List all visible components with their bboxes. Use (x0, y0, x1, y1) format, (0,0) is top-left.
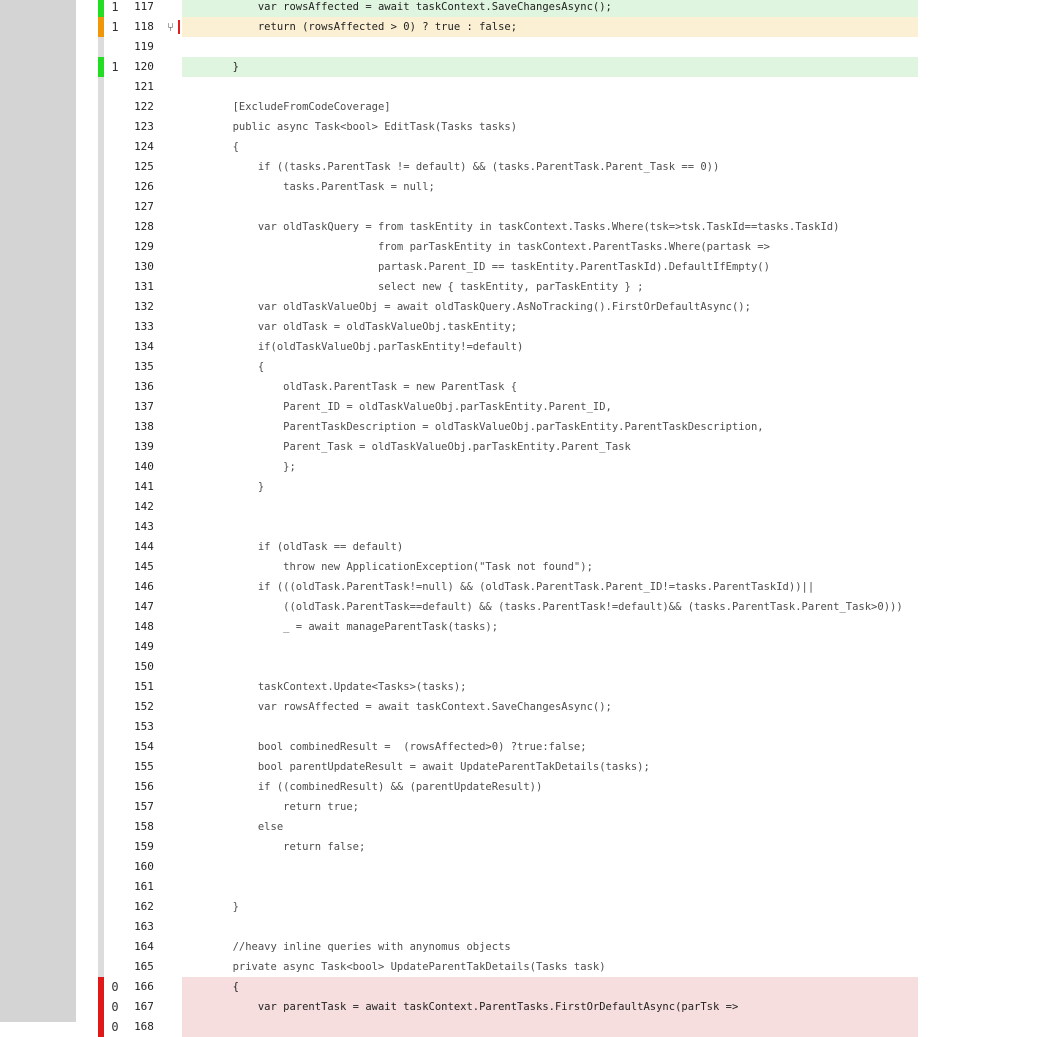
source-code: tasks.ParentTask = null; (182, 181, 435, 193)
line-number: 121 (134, 80, 154, 93)
coverage-indicator (98, 917, 104, 937)
coverage-indicator (98, 817, 104, 837)
code-line (76, 197, 1063, 217)
hit-count (108, 877, 122, 897)
hit-count (108, 97, 122, 117)
source-code: { (182, 361, 265, 373)
source-code (182, 857, 918, 877)
hit-count (108, 577, 122, 597)
line-number: 158 (134, 820, 154, 833)
hit-count: 0 (111, 980, 119, 994)
coverage-indicator (98, 877, 104, 897)
hit-count (108, 497, 122, 517)
coverage-indicator (98, 957, 104, 977)
source-code: ParentTaskDescription = oldTaskValueObj.parTaskEntity.ParentTaskDescription, (182, 421, 764, 433)
code-line (76, 397, 1063, 417)
coverage-indicator (98, 977, 104, 997)
hit-count (108, 597, 122, 617)
code-line (76, 77, 1063, 97)
source-code: if (((oldTask.ParentTask!=null) && (oldTask.ParentTask.Parent_ID!=tasks.ParentTaskId))|| (182, 581, 815, 593)
line-number: 139 (134, 440, 154, 453)
coverage-indicator (98, 997, 104, 1017)
line-number: 146 (134, 580, 154, 593)
source-code: var oldTaskValueObj = await oldTaskQuery.AsNoTracking().FirstOrDefaultAsync(); (182, 301, 751, 313)
source-code (182, 917, 918, 937)
code-line (76, 657, 1063, 677)
code-line (76, 857, 1063, 877)
coverage-indicator (98, 297, 104, 317)
code-line (76, 557, 1063, 577)
code-line (76, 97, 1063, 117)
coverage-indicator (98, 557, 104, 577)
line-number: 151 (134, 680, 154, 693)
source-code: _ = await manageParentTask(tasks); (182, 621, 499, 633)
line-number: 126 (134, 180, 154, 193)
line-number: 143 (134, 520, 154, 533)
coverage-indicator (98, 137, 104, 157)
hit-count (108, 277, 122, 297)
line-number: 155 (134, 760, 154, 773)
code-line (76, 697, 1063, 717)
hit-count (108, 557, 122, 577)
hit-count (108, 677, 122, 697)
source-code: Parent_ID = oldTaskValueObj.parTaskEntity.Parent_ID, (182, 401, 612, 413)
coverage-indicator (98, 17, 104, 37)
code-coverage-view (76, 0, 1063, 1037)
coverage-indicator (98, 437, 104, 457)
source-code: select new { taskEntity, parTaskEntity } ; (182, 281, 644, 293)
source-code (182, 37, 918, 57)
hit-count (108, 137, 122, 157)
hit-count (108, 957, 122, 977)
line-number: 162 (134, 900, 154, 913)
coverage-indicator (98, 117, 104, 137)
source-code: //heavy inline queries with anynomus objects (182, 941, 511, 953)
coverage-indicator (98, 37, 104, 57)
source-code (182, 717, 918, 737)
code-line (76, 617, 1063, 637)
line-number: 118 (134, 20, 154, 33)
coverage-indicator (98, 97, 104, 117)
code-line (76, 0, 1063, 17)
code-line (76, 797, 1063, 817)
code-line (76, 237, 1063, 257)
coverage-indicator (98, 937, 104, 957)
line-number: 167 (134, 1000, 154, 1013)
line-number: 165 (134, 960, 154, 973)
code-line (76, 137, 1063, 157)
code-line (76, 57, 1063, 77)
coverage-indicator (98, 0, 104, 17)
coverage-indicator (98, 837, 104, 857)
hit-count (108, 857, 122, 877)
hit-count (108, 237, 122, 257)
coverage-indicator (98, 657, 104, 677)
code-line (76, 577, 1063, 597)
code-line (76, 497, 1063, 517)
code-line (76, 357, 1063, 377)
source-code: else (182, 821, 284, 833)
coverage-indicator (98, 857, 104, 877)
hit-count (108, 637, 122, 657)
coverage-indicator (98, 617, 104, 637)
hit-count (108, 177, 122, 197)
line-number: 136 (134, 380, 154, 393)
code-line (76, 757, 1063, 777)
hit-count (108, 797, 122, 817)
hit-count: 1 (111, 20, 119, 34)
source-code: } (182, 57, 918, 77)
code-line (76, 377, 1063, 397)
code-line (76, 457, 1063, 477)
hit-count (108, 217, 122, 237)
hit-count (108, 777, 122, 797)
coverage-indicator (98, 497, 104, 517)
coverage-indicator (98, 637, 104, 657)
hit-count: 1 (111, 60, 119, 74)
code-line (76, 37, 1063, 57)
line-number: 133 (134, 320, 154, 333)
coverage-indicator (98, 457, 104, 477)
coverage-indicator (98, 237, 104, 257)
hit-count (108, 517, 122, 537)
code-line (76, 997, 1063, 1017)
line-number: 159 (134, 840, 154, 853)
hit-count (108, 837, 122, 857)
source-code: public async Task<bool> EditTask(Tasks tasks) (182, 121, 518, 133)
coverage-indicator (98, 897, 104, 917)
source-code: oldTask.ParentTask = new ParentTask { (182, 381, 518, 393)
source-code: }; (182, 461, 296, 473)
hit-count: 0 (111, 1020, 119, 1034)
line-number: 142 (134, 500, 154, 513)
coverage-indicator (98, 397, 104, 417)
line-number: 128 (134, 220, 154, 233)
hit-count (108, 457, 122, 477)
source-code: if(oldTaskValueObj.parTaskEntity!=default) (182, 341, 524, 353)
hit-count: 0 (111, 1000, 119, 1014)
hit-count (108, 697, 122, 717)
source-code: var parentTask = await taskContext.ParentTasks.FirstOrDefaultAsync(parTsk => (182, 997, 918, 1017)
coverage-indicator (98, 257, 104, 277)
line-number: 123 (134, 120, 154, 133)
line-number: 124 (134, 140, 154, 153)
code-line (76, 537, 1063, 557)
hit-count (108, 817, 122, 837)
source-code (182, 197, 918, 217)
line-number: 150 (134, 660, 154, 673)
code-line (76, 337, 1063, 357)
hit-count (108, 357, 122, 377)
source-code: return true; (182, 801, 360, 813)
code-line (76, 477, 1063, 497)
hit-count (108, 157, 122, 177)
coverage-indicator (98, 697, 104, 717)
source-code (182, 877, 918, 897)
source-code: return false; (182, 841, 366, 853)
line-number: 164 (134, 940, 154, 953)
code-line (76, 637, 1063, 657)
source-code: var oldTaskQuery = from taskEntity in taskContext.Tasks.Where(tsk=>tsk.TaskId==tasks.TaskId) (182, 221, 840, 233)
coverage-indicator (98, 77, 104, 97)
line-number: 131 (134, 280, 154, 293)
coverage-indicator (98, 677, 104, 697)
source-code: return (rowsAffected > 0) ? true : false; (182, 17, 918, 37)
line-number: 154 (134, 740, 154, 753)
source-code: if (oldTask == default) (182, 541, 404, 553)
line-number: 125 (134, 160, 154, 173)
hit-count (108, 437, 122, 457)
coverage-indicator (98, 377, 104, 397)
coverage-indicator (98, 757, 104, 777)
coverage-indicator (98, 357, 104, 377)
code-line (76, 417, 1063, 437)
source-code: { (182, 141, 239, 153)
line-number: 138 (134, 420, 154, 433)
code-line (76, 837, 1063, 857)
hit-count (108, 397, 122, 417)
hit-count (108, 937, 122, 957)
hit-count (108, 77, 122, 97)
hit-count (108, 117, 122, 137)
line-number: 166 (134, 980, 154, 993)
source-code: partask.Parent_ID == taskEntity.ParentTaskId).DefaultIfEmpty() (182, 261, 770, 273)
code-line (76, 877, 1063, 897)
source-code (182, 1017, 918, 1037)
coverage-indicator (98, 277, 104, 297)
coverage-indicator (98, 1017, 104, 1037)
hit-count (108, 537, 122, 557)
coverage-indicator (98, 177, 104, 197)
line-number: 134 (134, 340, 154, 353)
hit-count (108, 477, 122, 497)
line-number: 117 (134, 0, 154, 13)
line-number: 129 (134, 240, 154, 253)
line-number: 137 (134, 400, 154, 413)
coverage-indicator (98, 537, 104, 557)
line-number: 130 (134, 260, 154, 273)
source-code: private async Task<bool> UpdateParentTakDetails(Tasks task) (182, 961, 606, 973)
code-line (76, 277, 1063, 297)
line-number: 168 (134, 1020, 154, 1033)
hit-count: 1 (111, 0, 119, 14)
source-code: var rowsAffected = await taskContext.SaveChangesAsync(); (182, 701, 612, 713)
line-number: 132 (134, 300, 154, 313)
code-line (76, 1017, 1063, 1037)
code-line (76, 937, 1063, 957)
line-number: 122 (134, 100, 154, 113)
line-number: 161 (134, 880, 154, 893)
hit-count (108, 337, 122, 357)
code-line (76, 217, 1063, 237)
coverage-indicator (98, 317, 104, 337)
branch-marker (178, 20, 180, 34)
hit-count (108, 197, 122, 217)
code-line (76, 957, 1063, 977)
source-code: Parent_Task = oldTaskValueObj.parTaskEntity.Parent_Task (182, 441, 631, 453)
code-line (76, 517, 1063, 537)
coverage-indicator (98, 417, 104, 437)
hit-count (108, 917, 122, 937)
hit-count (108, 417, 122, 437)
source-code: if ((combinedResult) && (parentUpdateResult)) (182, 781, 543, 793)
source-code: [ExcludeFromCodeCoverage] (182, 101, 391, 113)
line-number: 141 (134, 480, 154, 493)
code-line (76, 717, 1063, 737)
source-code: ((oldTask.ParentTask==default) && (tasks.ParentTask!=default)&& (tasks.ParentTask.Parent_Task>0))) (182, 601, 903, 613)
line-number: 163 (134, 920, 154, 933)
code-line (76, 157, 1063, 177)
source-code (182, 517, 918, 537)
source-code: bool parentUpdateResult = await UpdateParentTakDetails(tasks); (182, 761, 650, 773)
code-line (76, 437, 1063, 457)
code-line (76, 177, 1063, 197)
code-line (76, 17, 1063, 37)
line-number: 153 (134, 720, 154, 733)
source-code: } (182, 901, 239, 913)
hit-count (108, 717, 122, 737)
source-code (182, 497, 918, 517)
line-number: 157 (134, 800, 154, 813)
line-number: 156 (134, 780, 154, 793)
code-line (76, 597, 1063, 617)
source-code: throw new ApplicationException("Task not found"); (182, 561, 593, 573)
source-code: } (182, 481, 265, 493)
coverage-indicator (98, 777, 104, 797)
code-line (76, 977, 1063, 997)
source-code: bool combinedResult = (rowsAffected>0) ?true:false; (182, 741, 587, 753)
branch-icon[interactable]: ⑂ (166, 20, 175, 34)
code-line (76, 777, 1063, 797)
coverage-indicator (98, 517, 104, 537)
coverage-indicator (98, 577, 104, 597)
hit-count (108, 897, 122, 917)
coverage-indicator (98, 737, 104, 757)
left-gutter (0, 0, 76, 1022)
line-number: 135 (134, 360, 154, 373)
code-line (76, 297, 1063, 317)
code-line (76, 257, 1063, 277)
hit-count (108, 37, 122, 57)
line-number: 144 (134, 540, 154, 553)
source-code: from parTaskEntity in taskContext.ParentTasks.Where(partask => (182, 241, 770, 253)
source-code (182, 77, 918, 97)
coverage-indicator (98, 337, 104, 357)
source-code: if ((tasks.ParentTask != default) && (tasks.ParentTask.Parent_Task == 0)) (182, 161, 720, 173)
line-number: 152 (134, 700, 154, 713)
line-number: 140 (134, 460, 154, 473)
line-number: 149 (134, 640, 154, 653)
coverage-indicator (98, 597, 104, 617)
source-code (182, 637, 918, 657)
code-line (76, 897, 1063, 917)
hit-count (108, 617, 122, 637)
hit-count (108, 377, 122, 397)
line-number: 120 (134, 60, 154, 73)
code-line (76, 917, 1063, 937)
hit-count (108, 297, 122, 317)
code-line (76, 817, 1063, 837)
line-number: 160 (134, 860, 154, 873)
line-number: 145 (134, 560, 154, 573)
hit-count (108, 257, 122, 277)
source-code: var rowsAffected = await taskContext.SaveChangesAsync(); (182, 0, 918, 17)
coverage-indicator (98, 157, 104, 177)
source-code: taskContext.Update<Tasks>(tasks); (182, 681, 467, 693)
coverage-indicator (98, 717, 104, 737)
code-line (76, 737, 1063, 757)
coverage-indicator (98, 197, 104, 217)
source-code (182, 657, 918, 677)
hit-count (108, 317, 122, 337)
code-line (76, 677, 1063, 697)
source-code: { (182, 977, 918, 997)
coverage-indicator (98, 797, 104, 817)
hit-count (108, 737, 122, 757)
hit-count (108, 657, 122, 677)
coverage-indicator (98, 217, 104, 237)
coverage-indicator (98, 477, 104, 497)
code-line (76, 117, 1063, 137)
line-number: 127 (134, 200, 154, 213)
source-code: var oldTask = oldTaskValueObj.taskEntity; (182, 321, 518, 333)
line-number: 148 (134, 620, 154, 633)
code-line (76, 317, 1063, 337)
line-number: 119 (134, 40, 154, 53)
line-number: 147 (134, 600, 154, 613)
coverage-indicator (98, 57, 104, 77)
hit-count (108, 757, 122, 777)
